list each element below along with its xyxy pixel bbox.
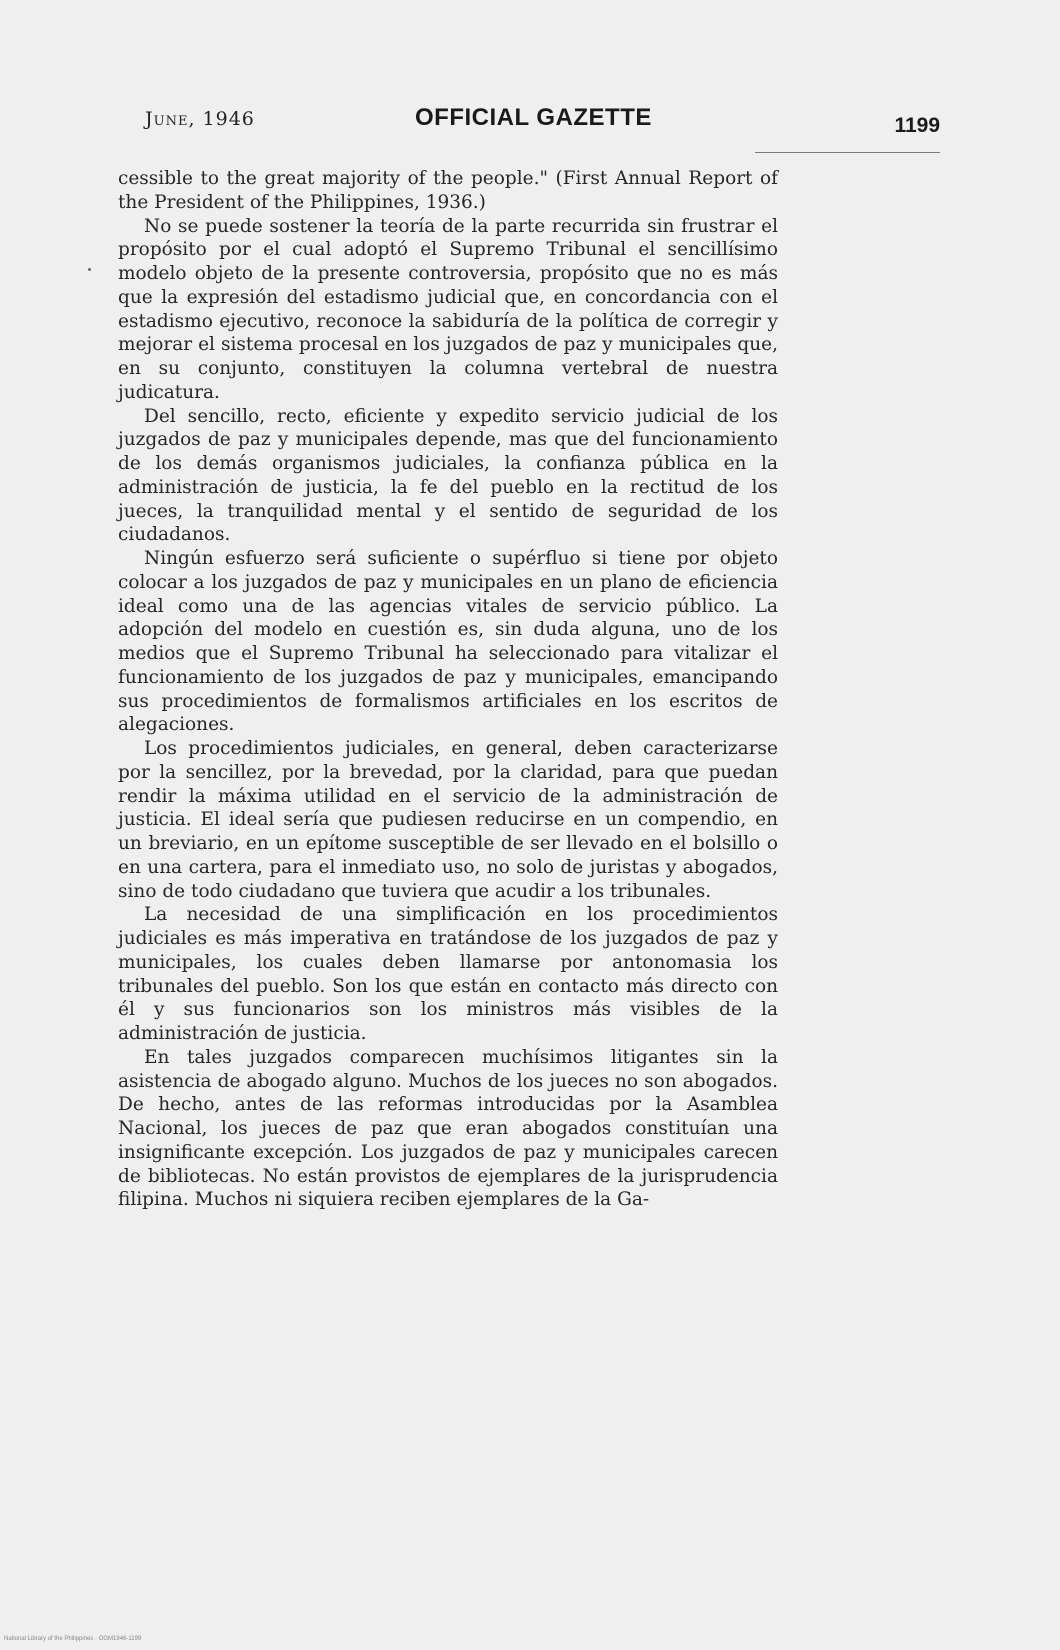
margin-speck	[88, 268, 91, 271]
scan-footer-note: National Library of the Philippines · OGM1946-1199	[4, 1636, 142, 1642]
page-header	[145, 102, 940, 142]
header-title: OFFICIAL GAZETTE	[415, 104, 652, 131]
paragraph-6: La necesidad de una simplificación en los procedimientos judiciales es más imperativa en tratándose de los juzgados de paz y municipales, los cuales deben llamarse por antonomasia los tribunales del pueblo. Son los que están en contacto más directo con él y sus funcionarios son los ministros más visibles de la administración de justicia.	[118, 904, 778, 1044]
paragraph-3: Del sencillo, recto, eficiente y expedito servicio judicial de los juzgados de paz y municipales depende, mas que del funcionamiento de los demás organismos judiciales, la confianza pública en la administración de justicia, la fe del pueblo en la rectitud de los jueces, la tranquilidad mental y el sentido de seguridad de los ciudadanos.	[118, 405, 778, 546]
page-number: 1199	[894, 114, 940, 137]
paragraph-4: Ningún esfuerzo será suficiente o supérfluo si tiene por objeto colocar a los juzgados de paz y municipales en un plano de eficiencia ideal como una de las agencias vitales de servicio público. La adopción del modelo en cuestión es, sin duda alguna, uno de los medios que el Supremo Tribunal ha seleccionado para vitalizar el funcionamiento de los juzgados de paz y municipales, emancipando sus procedimientos de formalismos artificiales en los escritos de alegaciones.	[118, 548, 778, 736]
header-date: June, 1946	[145, 108, 255, 130]
header-rule	[755, 152, 940, 153]
paragraph-2: No se puede sostener la teoría de la parte recurrida sin frustrar el propósito por el cual adoptó el Supremo Tribunal el sencillísimo modelo objeto de la presente controversia, propósito que no es más que la expresión del estadismo judicial que, en concordancia con el estadismo ejecutivo, reconoce la sabiduría de la política de corregir y mejorar el sistema procesal en los juzgados de paz y municipales que, en su conjunto, constituyen la columna vertebral de nuestra judicatura.	[118, 215, 778, 403]
paragraph-1: cessible to the great majority of the people." (First Annual Report of the President of the Philippines, 1936.)	[118, 168, 778, 213]
body-text	[118, 167, 778, 1212]
paragraph-5: Los procedimientos judiciales, en general, deben caracterizarse por la sencillez, por la brevedad, por la claridad, para que puedan rendir la máxima utilidad en el servicio de la administración de justicia. El ideal sería que pudiesen reducirse en un compendio, en un breviario, en un epítome susceptible de ser llevado en el bolsillo o en una cartera, para el inmediato uso, no solo de juristas y abogados, sino de todo ciudadano que tuviera que acudir a los tribunales.	[118, 738, 778, 902]
paragraph-7: En tales juzgados comparecen muchísimos litigantes sin la asistencia de abogado alguno. Muchos de los jueces no son abogados. De hecho, antes de las reformas introducidas por la Asamblea Nacional, los jueces de paz que eran abogados constituían una insignificante excepción. Los juzgados de paz y municipales carecen de bibliotecas. No están provistos de ejemplares de la jurisprudencia filipina. Muchos ni siquiera reciben ejemplares de la Ga-	[118, 1046, 778, 1211]
